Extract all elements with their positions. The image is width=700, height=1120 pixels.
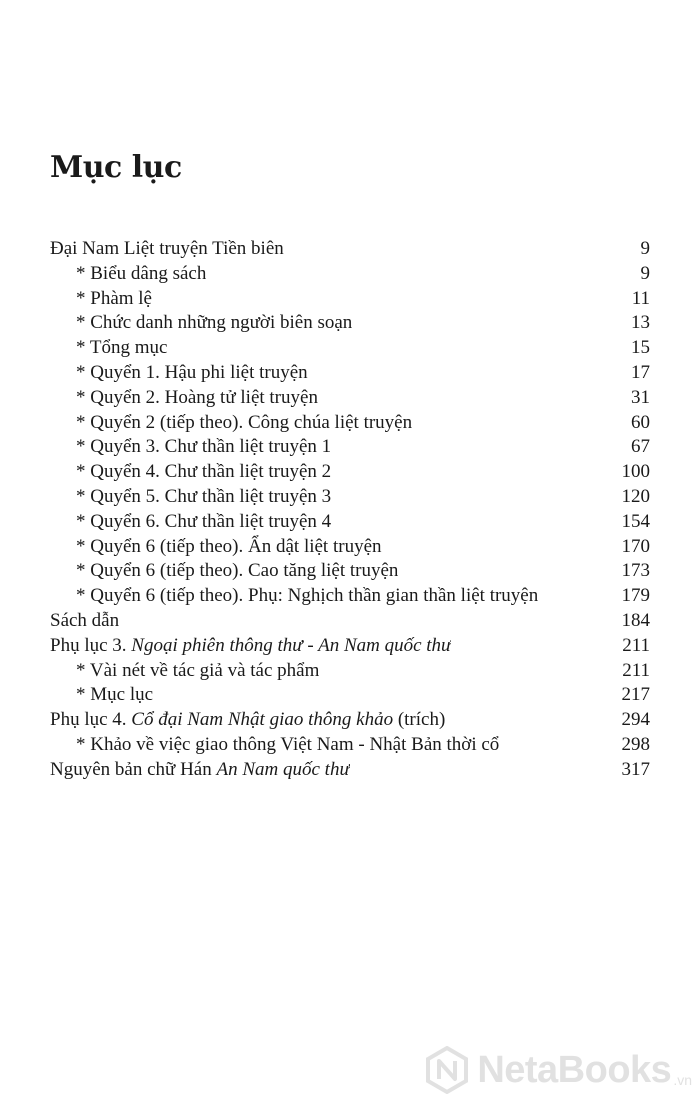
toc-entry-title-text: * Quyển 2 (tiếp theo). Công chúa liệt truyện [76, 411, 413, 433]
toc-entry-title-text: * Phàm lệ [76, 287, 152, 309]
toc-entry-page: 317 [621, 758, 650, 780]
toc-entry-title-italic: An Nam quốc thư [216, 758, 350, 780]
toc-entry-title [50, 510, 331, 535]
toc-entry [50, 287, 650, 312]
toc-entry-page: 298 [621, 733, 650, 755]
toc-entry-title [50, 683, 153, 708]
toc-entry-page: 9 [640, 238, 650, 259]
toc-entry-title [50, 559, 398, 584]
toc-entry-page: 170 [621, 535, 650, 557]
toc-entry-page: 294 [621, 709, 650, 731]
toc-entry-title [50, 485, 331, 510]
toc-entry-page: 9 [640, 262, 650, 284]
toc-entry-title [50, 287, 152, 312]
toc-entry-page: 179 [621, 585, 650, 607]
toc-entry-title [50, 311, 352, 336]
toc-entry-page: 17 [631, 361, 650, 383]
toc-entry-title-text: * Tổng mục [76, 337, 168, 359]
toc-entry-title-text: Sách dẫn [50, 609, 120, 631]
toc-entry-title-italic: Ngoại phiên thông thư - An Nam quốc thư [131, 634, 452, 656]
toc-entry [50, 262, 650, 287]
toc-entry [50, 411, 650, 436]
toc-entry-page: 11 [631, 287, 650, 309]
page-title: Mục lục [50, 150, 182, 185]
toc-entry [50, 659, 650, 684]
toc-entry-page: 184 [621, 609, 650, 631]
toc-entry-title-text: Phụ lục 3. [50, 634, 132, 656]
toc-entry-title [50, 411, 412, 436]
toc-entry [50, 336, 650, 361]
toc-entry-title-text: * Quyển 5. Chư thần liệt truyện 3 [76, 485, 332, 507]
toc-entry-page: 31 [631, 386, 650, 408]
toc-entry-title-text: Phụ lục 4. [50, 709, 132, 731]
toc-entry [50, 634, 650, 659]
toc-entry [50, 361, 650, 386]
toc-entry-title-text: * Quyển 6. Chư thần liệt truyện 4 [76, 510, 332, 532]
toc-entry-page: 217 [621, 684, 650, 706]
toc-entry-title-text: * Chức danh những người biên soạn [76, 312, 353, 334]
toc-entry [50, 733, 650, 758]
toc-entry-title-text: * Quyển 6 (tiếp theo). Phụ: Nghịch thần gian thần liệt truyện [76, 585, 539, 607]
toc-entry [50, 460, 650, 485]
table-of-contents [50, 237, 650, 783]
toc-entry [50, 311, 650, 336]
toc-entry-page: 67 [631, 436, 650, 458]
toc-entry-title [50, 460, 331, 485]
toc-entry [50, 559, 650, 584]
toc-entry [50, 237, 650, 262]
toc-entry-title [50, 584, 538, 609]
toc-entry-title [50, 435, 331, 460]
toc-entry-title-text: * Quyển 2. Hoàng tử liệt truyện [76, 386, 318, 408]
toc-entry-title-text: * Khảo về việc giao thông Việt Nam - Nhật Bản thời cổ [76, 733, 500, 755]
toc-entry [50, 510, 650, 535]
toc-entry-title-text: * Quyển 4. Chư thần liệt truyện 2 [76, 461, 332, 483]
toc-entry [50, 584, 650, 609]
toc-entry-title [50, 336, 167, 361]
toc-entry-title-text: Nguyên bản chữ Hán [50, 758, 217, 780]
toc-entry-title-text: * Quyển 6 (tiếp theo). Cao tăng liệt truyện [76, 560, 399, 582]
toc-entry-page: 154 [621, 510, 650, 532]
toc-entry-title-text: * Biểu dâng sách [76, 262, 207, 284]
toc-entry [50, 485, 650, 510]
toc-entry-page: 15 [631, 337, 650, 359]
watermark [423, 1046, 692, 1094]
toc-entry-page: 173 [621, 560, 650, 582]
toc-entry-title [50, 758, 350, 783]
toc-entry-page: 100 [621, 461, 650, 483]
toc-entry-title [50, 659, 319, 684]
watermark-brand: NetaBooks [477, 1048, 672, 1091]
toc-entry [50, 435, 650, 460]
toc-entry-page: 211 [622, 634, 650, 656]
toc-entry-title [50, 386, 318, 411]
toc-entry-title [50, 361, 308, 386]
toc-entry [50, 708, 650, 733]
toc-entry [50, 758, 650, 783]
toc-entry-page: 120 [621, 485, 650, 507]
toc-entry-title-text: (trích) [393, 709, 446, 731]
toc-entry-title-text: * Quyển 3. Chư thần liệt truyện 1 [76, 436, 332, 458]
toc-entry-title-text: * Quyển 6 (tiếp theo). Ẩn dật liệt truyện [76, 535, 382, 557]
toc-entry-title [50, 237, 284, 262]
toc-entry-page: 60 [631, 411, 650, 433]
toc-entry [50, 386, 650, 411]
toc-entry [50, 683, 650, 708]
toc-entry-title [50, 535, 382, 560]
toc-entry [50, 535, 650, 560]
toc-entry-title-text: * Quyển 1. Hậu phi liệt truyện [76, 361, 308, 383]
netabooks-logo-icon [423, 1046, 471, 1094]
toc-entry-title [50, 634, 451, 659]
toc-entry-title-text: * Mục lục [76, 684, 154, 706]
toc-entry-title [50, 733, 499, 758]
toc-entry [50, 609, 650, 634]
toc-entry-title-italic: Cổ đại Nam Nhật giao thông khảo [131, 709, 394, 731]
toc-entry-title [50, 262, 206, 287]
toc-entry-page: 211 [622, 659, 650, 681]
toc-entry-title [50, 609, 119, 634]
toc-entry-title-text: * Vài nét về tác giả và tác phẩm [76, 659, 320, 681]
toc-entry-page: 13 [631, 312, 650, 334]
toc-entry-title-text: Đại Nam Liệt truyện Tiền biên [50, 238, 284, 259]
toc-entry-title [50, 708, 445, 733]
watermark-suffix: .vn [673, 1072, 692, 1088]
